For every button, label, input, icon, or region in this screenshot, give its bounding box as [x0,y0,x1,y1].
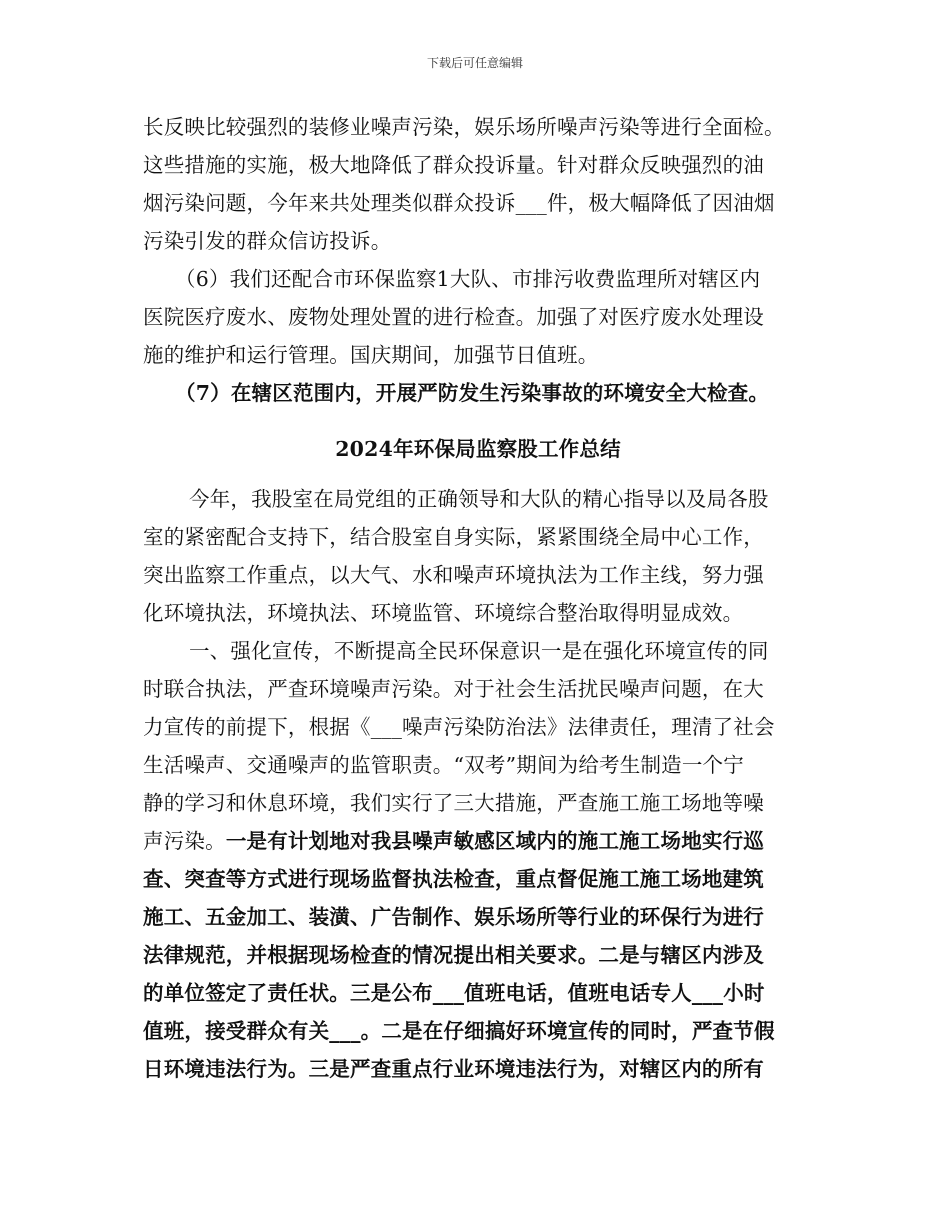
text-normal: 声污染。 [143,829,226,853]
text-line: 生活噪声、交通噪声的监管职责。“双考”期间为给考生制造一个宁 [143,753,744,777]
text-line: 施的维护和运行管理。国庆期间，加强节日值班。 [143,343,599,367]
text-line: 时联合执法，严查环境噪声污染。对于社会生活扰民噪声问题，在大 [143,677,764,701]
text-line: 查、突查等方式进行现场监督执法检查，重点督促施工施工场地建筑 [143,867,764,891]
text-line: 今年，我股室在局党组的正确领导和大队的精心指导以及局各股 [189,487,769,511]
paragraph-safety-inspection [143,374,813,412]
document-body [143,108,813,1088]
text-line: 静的学习和休息环境，我们实行了三大措施，严查施工施工场地等噪 [143,791,764,815]
text-line: 医院医疗废水、废物处理处置的进行检查。加强了对医疗废水处理设 [143,305,764,329]
text-line: 化环境执法，环境执法、环境监管、环境综合整治取得明显成效。 [143,601,744,625]
text-line: 污染引发的群众信访投诉。 [143,229,392,253]
text-line: 施工、五金加工、装潢、广告制作、娱乐场所等行业的环保行为进行 [143,905,764,929]
text-line: 日环境违法行为。三是严查重点行业环境违法行为，对辖区内的所有 [143,1057,764,1081]
paragraph-intro [143,480,813,632]
page-header: 下载后可任意编辑 [426,56,523,70]
text-line: 一、强化宣传，不断提高全民环保意识一是在强化环境宣传的同 [189,639,769,663]
paragraph-medical-waste [143,260,813,374]
text-line: （7）在辖区范围内，开展严防发生污染事故的环境安全大检查。 [175,381,770,405]
text-line: （6）我们还配合市环保监察1大队、市排污收费监理所对辖区内 [175,267,761,291]
text-line-mixed [143,822,813,860]
text-line: 值班，接受群众有关___。二是在仔细搞好环境宣传的同时，严查节假 [143,1019,775,1043]
text-line: 长反映比较强烈的装修业噪声污染，娱乐场所噪声污染等进行全面检。 [143,115,785,139]
text-line: 烟污染问题，今年来共处理类似群众投诉___件，极大幅降低了因油烟 [143,191,775,215]
text-line: 突出监察工作重点，以大气、水和噪声环境执法为工作主线，努力强 [143,563,764,587]
text-line: 这些措施的实施，极大地降低了群众投诉量。针对群众反映强烈的油 [143,153,764,177]
paragraph-noise-complaints [143,108,813,260]
text-bold: 一是有计划地对我县噪声敏感区域内的施工施工场地实行巡 [225,829,765,853]
paragraph-part-one [143,632,813,1088]
text-line: 法律规范，并根据现场检查的情况提出相关要求。二是与辖区内涉及 [143,943,764,967]
text-line: 力宣传的前提下，根据《___噪声污染防治法》法律责任，理清了社会 [143,715,775,739]
text-line: 的单位签定了责任状。三是公布___值班电话，值班电话专人___小时 [143,981,765,1005]
text-line: 室的紧密配合支持下，结合股室自身实际，紧紧围绕全局中心工作， [143,525,764,549]
document-title: 2024年环保局监察股工作总结 [335,437,621,461]
